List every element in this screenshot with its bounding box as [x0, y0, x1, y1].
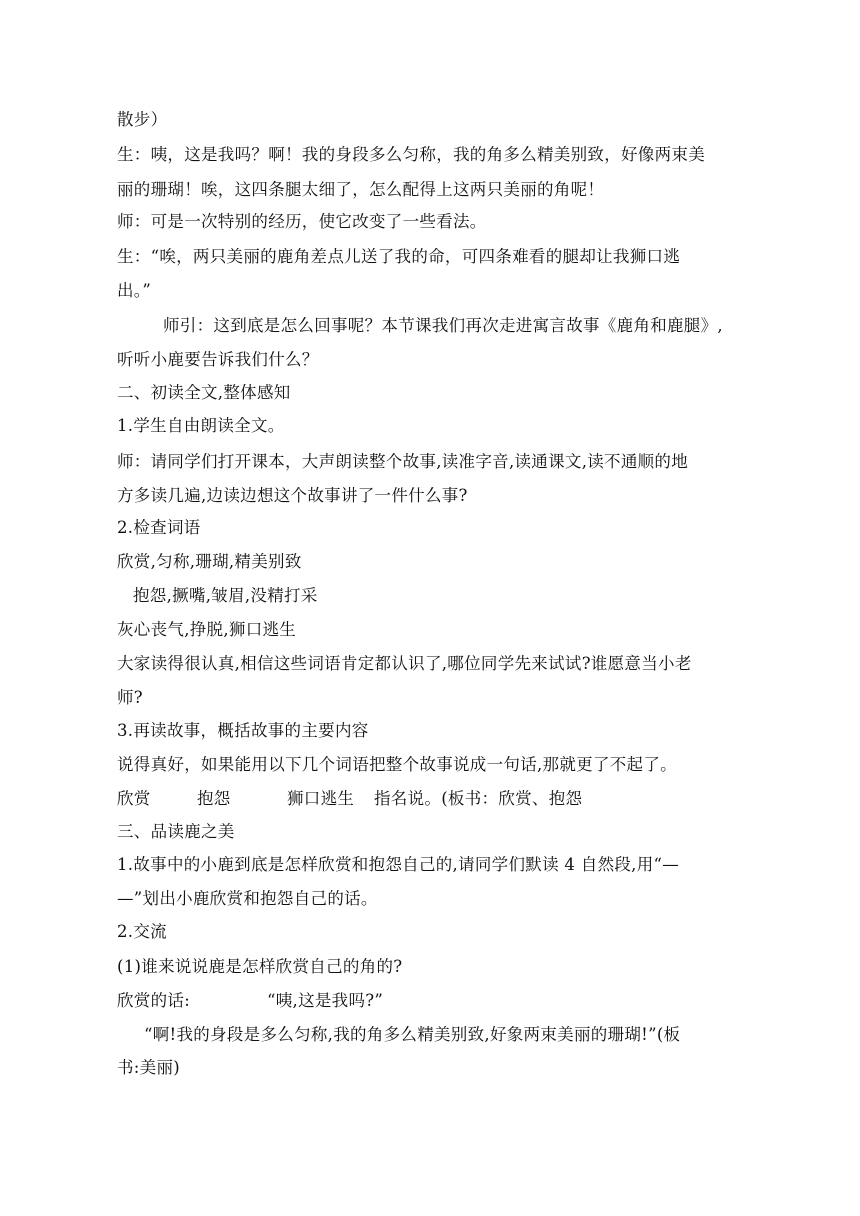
text-line: 说得真好，如果能用以下几个词语把整个故事说成一句话,那就更了不起了。 [117, 755, 677, 774]
section-heading: 三、品读鹿之美 [117, 822, 235, 841]
text-line: 丽的珊瑚！唉，这四条腿太细了，怎么配得上这两只美丽的角呢！ [117, 180, 605, 199]
text-line: 书:美丽) [117, 1058, 180, 1077]
text-line: 生：“唉，两只美丽的鹿角差点儿送了我的命，可四条难看的腿却让我狮口逃 [117, 247, 681, 266]
text-line: 师：请同学们打开课本，大声朗读整个故事,读准字音,读通课文,读不通顺的地 [117, 452, 689, 471]
text-line: 散步） [117, 110, 168, 129]
text-line: 师? [117, 688, 143, 707]
text-line: 抱怨,撅嘴,皱眉,没精打采 [133, 586, 318, 605]
text-line: 生：咦，这是我吗？啊！我的身段多么匀称，我的角多么精美别致，好像两束美 [117, 145, 705, 164]
keyword: 抱怨 [197, 789, 231, 808]
text-line: 欣赏,匀称,珊瑚,精美别致 [117, 552, 302, 571]
section-heading: 二、初读全文,整体感知 [117, 383, 291, 402]
keyword-note: 指名说。(板书：欣赏、抱怨 [374, 789, 583, 808]
keyword: 狮口逃生 [287, 789, 355, 808]
text-line: 灰心丧气,挣脱,狮口逃生 [117, 620, 297, 639]
text-line: —”划出小鹿欣赏和抱怨自己的话。 [117, 889, 378, 908]
text-line: 方多读几遍,边读边想这个故事讲了一件什么事? [117, 486, 468, 505]
keyword: 欣赏 [117, 789, 151, 808]
text-line: 1.学生自由朗读全文。 [117, 416, 285, 435]
appreciate-label: 欣赏的话: [117, 991, 191, 1010]
text-line: (1)谁来说说鹿是怎样欣赏自己的角的? [117, 957, 403, 976]
text-line: 3.再读故事，概括故事的主要内容 [117, 721, 369, 740]
text-line: 2.交流 [117, 922, 167, 941]
text-line: 1.故事中的小鹿到底是怎样欣赏和抱怨自己的,请同学们默读 4 自然段,用“— [117, 855, 680, 874]
text-line: 师引：这到底是怎么回事呢？本节课我们再次走进寓言故事《鹿角和鹿腿》, [163, 316, 723, 335]
text-line: 2.检查词语 [117, 518, 201, 537]
text-line: 出。” [117, 281, 152, 300]
text-line: “啊!我的身段是多么匀称,我的角多么精美别致,好象两束美丽的珊瑚!”(板 [144, 1025, 681, 1044]
text-line: 听听小鹿要告诉我们什么？ [117, 350, 319, 369]
appreciate-quote: “咦,这是我吗?” [267, 991, 384, 1010]
text-line: 师：可是一次特别的经历，使它改变了一些看法。 [117, 212, 487, 231]
text-line: 大家读得很认真,相信这些词语肯定都认识了,哪位同学先来试试?谁愿意当小老 [117, 654, 692, 673]
